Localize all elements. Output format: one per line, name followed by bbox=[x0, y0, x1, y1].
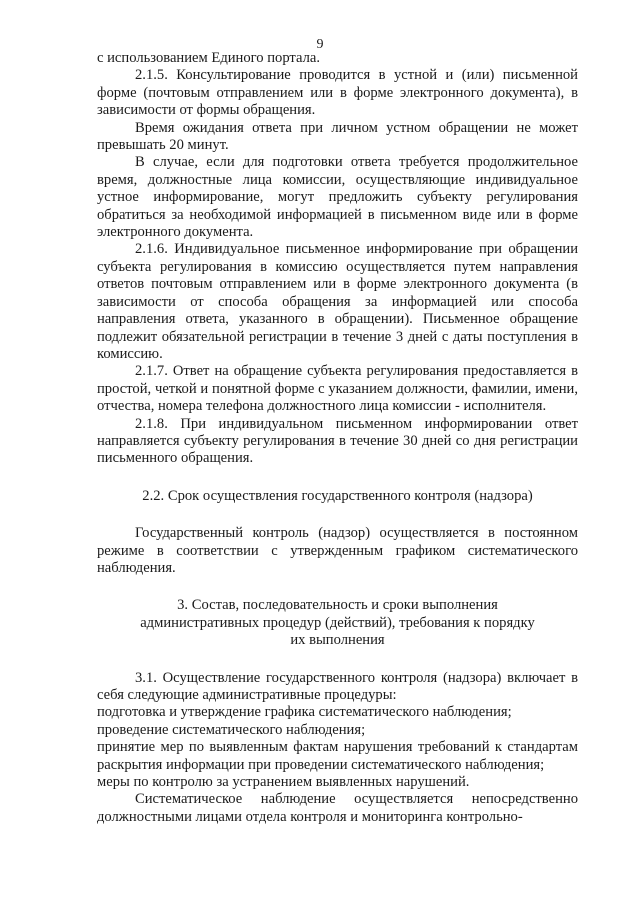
paragraph-systematic-observation: Систематическое наблюдение осуществляется непосредственно должностными лицами отдела контроля и мониторинга контрольно- bbox=[97, 791, 578, 825]
list-item: меры по контролю за устранением выявленных нарушений. bbox=[97, 774, 470, 791]
list-item: подготовка и утверждение графика систематического наблюдения; bbox=[97, 704, 512, 721]
paragraph-2-1-6: 2.1.6. Индивидуальное письменное информирование при обращении субъекта регулирования в комиссию осуществляется путем направления ответов почтовым отправлением или в форме электронного документа (в зависимости от способа обращения за информацией или способа направления ответа, указанного в обращении). Письменное обращение подлежит обязательной регистрации в течение 3 дней с даты поступления в комиссию. bbox=[97, 241, 578, 362]
section-heading-2-2: 2.2. Срок осуществления государственного контроля (надзора) bbox=[142, 487, 533, 504]
paragraph-2-1-8: 2.1.8. При индивидуальном письменном информировании ответ направляется субъекту регулирования в течение 30 дней со дня регистрации письменного обращения. bbox=[97, 415, 578, 467]
paragraph-2-1-7: 2.1.7. Ответ на обращение субъекта регулирования предоставляется в простой, четкой и понятной форме с указанием должности, фамилии, имени, отчества, номера телефона должностного лица комиссии - исполнителя. bbox=[97, 363, 578, 415]
section-heading-3 bbox=[97, 597, 578, 649]
section-heading-3-line1: 3. Состав, последовательность и сроки выполнения bbox=[177, 597, 498, 614]
page-number: 9 bbox=[316, 37, 324, 52]
paragraph-2-1-5: 2.1.5. Консультирование проводится в устной и (или) письменной форме (почтовым отправлением или в форме электронного документа), в зависимости от формы обращения. bbox=[97, 67, 578, 119]
paragraph-2-2: Государственный контроль (надзор) осуществляется в постоянном режиме в соответствии с утвержденным графиком систематического наблюдения. bbox=[97, 525, 578, 576]
paragraph-3-1: 3.1. Осуществление государственного контроля (надзора) включает в себя следующие административные процедуры: bbox=[97, 669, 578, 703]
paragraph-waiting-time: Время ожидания ответа при личном устном обращении не может превышать 20 минут. bbox=[97, 119, 578, 154]
section-heading-3-line2: административных процедур (действий), требования к порядку bbox=[140, 614, 535, 631]
paragraph-long-preparation: В случае, если для подготовки ответа требуется продолжительное время, должностные лица комиссии, осуществляющие индивидуальное устное информирование, могут предложить субъекту регулирования обратиться за необходимой информацией в письменном виде или в форме электронного документа. bbox=[97, 154, 578, 241]
list-item: принятие мер по выявленным фактам нарушения требований к стандартам раскрытия информации при проведении систематического наблюдения; bbox=[97, 739, 578, 773]
section-heading-3-line3: их выполнения bbox=[290, 632, 385, 649]
paragraph-continuation: с использованием Единого портала. bbox=[97, 50, 321, 66]
procedures-list bbox=[97, 704, 578, 791]
list-item: проведение систематического наблюдения; bbox=[97, 721, 366, 738]
document-body bbox=[97, 50, 578, 826]
